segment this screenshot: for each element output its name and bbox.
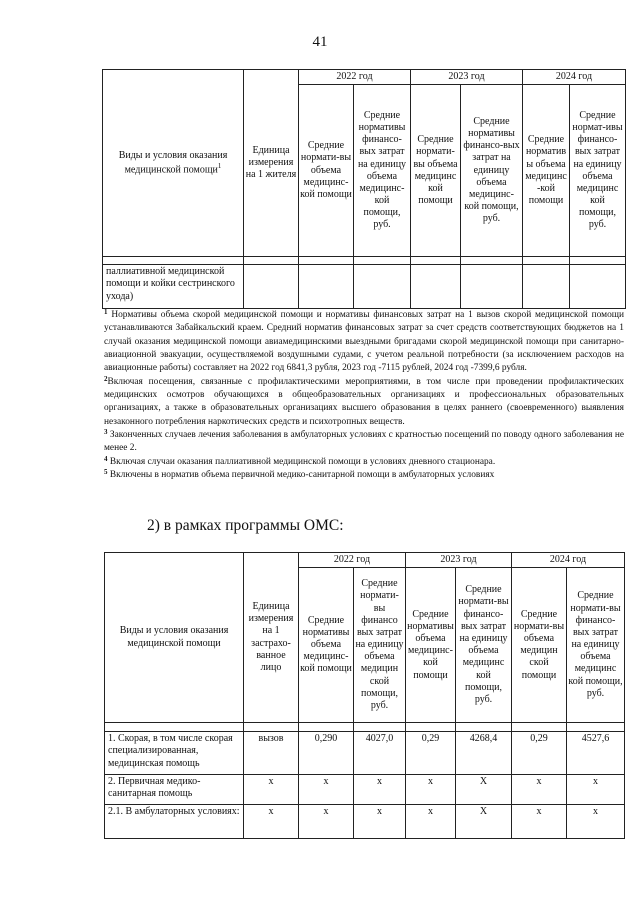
cell-volume-2022: х bbox=[299, 775, 354, 805]
table-oms-norms bbox=[104, 552, 625, 839]
row-name: 2.1. В амбулаторных условиях: bbox=[105, 805, 244, 839]
header-cost-2024: Средние нормат-ивы финансо-вых затрат на единицу объема медицинс кой помощи, руб. bbox=[570, 85, 626, 257]
cell-cost-2023: 4268,4 bbox=[456, 732, 512, 775]
table-budget-norms bbox=[102, 69, 626, 309]
row-name: паллиативной медицинской помощи и койки сестринского ухода) bbox=[103, 265, 244, 309]
table-row bbox=[105, 732, 625, 775]
header-volume-2022: Средние нормативы объема медицинс-кой помощи bbox=[299, 568, 354, 723]
cell-volume-2024: х bbox=[512, 775, 567, 805]
page-number: 41 bbox=[312, 34, 328, 50]
header-year-2024: 2024 год bbox=[512, 553, 625, 568]
cell-volume-2022: 0,290 bbox=[299, 732, 354, 775]
header-cost-2022: Средние нормати-вы финансо вых затрат на единицу объема медицин ской помощи, руб. bbox=[354, 568, 406, 723]
header-cost-2024: Средние нормати-вы финансо-вых затрат на единицу объема медицинс кой помощи, руб. bbox=[567, 568, 625, 723]
footnote: $^5$ Включены в норматив объема первичной медико-санитарной помощи в амбулаторных условиях bbox=[104, 468, 495, 481]
cell-cost-2024: х bbox=[567, 805, 625, 839]
cell-volume-2024: х bbox=[512, 805, 567, 839]
header-cost-2023: Средние нормативы финансо-вых затрат на единицу объема медицинс-кой помощи, руб. bbox=[461, 85, 523, 257]
header-year-2024: 2024 год bbox=[523, 70, 626, 85]
header-volume-2024: Средние нормативы объема медицинс-кой помощи bbox=[523, 85, 570, 257]
footnote: $^1$ Нормативы объема скорой медицинской помощи и нормативы финансовых затрат на 1 вызов скорой медицинской помощи устанавливаются Забайкальский краем. Средний норматив финансовых затрат за счет средств соответствующих бюджетов на 1 случай оказания медицинской помощи авиамедицинскими выездными бригадами скорой медицинской помощи при санитарно-авиационной эвакуации, осуществляемой воздушными судами, с учетом реальной потребности (за исключением расходов на авиационные работы) составляет на 2022 год 6841,3 рубля, 2023 год -7115 рублей, 2024 год -7399,6 рубля. bbox=[104, 308, 624, 374]
cell-volume-2023: х bbox=[406, 775, 456, 805]
footnote: $^3$ Законченных случаев лечения заболевания в амбулаторных условиях с кратностью посещений по поводу одного заболевания не менее 2. bbox=[104, 428, 624, 454]
table-row bbox=[103, 265, 626, 309]
cell-cost-2022: х bbox=[354, 775, 406, 805]
header-unit: Единица измерения на 1 застрахо-ванное лицо bbox=[244, 553, 299, 723]
cell-volume-2023: х bbox=[406, 805, 456, 839]
header-cost-2022: Средние нормативы финансо-вых затрат на единицу объема медицинс-кой помощи, руб. bbox=[354, 85, 411, 257]
cell-volume-2023: 0,29 bbox=[406, 732, 456, 775]
cell-cost-2023: Х bbox=[456, 805, 512, 839]
footnote: $^2$Включая посещения, связанные с профилактическими мероприятиями, в том числе при проведении профилактических медицинских осмотров обучающихся в общеобразовательных организациях и профессиональных образовательных организациях, а также в образовательных организациях высшего образования в целях раннего (своевременного) выявления незаконного потребления наркотических средств и психотропных веществ. bbox=[104, 374, 624, 427]
cell-cost-2024: 4527,6 bbox=[567, 732, 625, 775]
row-name: 1. Скорая, в том числе скорая специализированная, медицинская помощь bbox=[105, 732, 244, 775]
cell-cost-2022: х bbox=[354, 805, 406, 839]
footnotes bbox=[104, 309, 624, 482]
header-view: Виды и условия оказания медицинской помощи$^1$ bbox=[103, 70, 244, 257]
table-row bbox=[105, 775, 625, 805]
cell-volume-2024: 0,29 bbox=[512, 732, 567, 775]
header-volume-2022: Средние нормати-вы объема медицинс-кой помощи bbox=[299, 85, 354, 257]
cell-cost-2022: 4027,0 bbox=[354, 732, 406, 775]
header-volume-2024: Средние нормати-вы объема медицин ской помощи bbox=[512, 568, 567, 723]
row-unit: вызов bbox=[244, 732, 299, 775]
table-row bbox=[105, 805, 625, 839]
row-unit: х bbox=[244, 775, 299, 805]
header-year-2023: 2023 год bbox=[406, 553, 512, 568]
footnote: $^4$ Включая случаи оказания паллиативной медицинской помощи в условиях дневного стационара. bbox=[104, 454, 496, 467]
header-year-2023: 2023 год bbox=[411, 70, 523, 85]
row-name: 2. Первичная медико-санитарная помощь bbox=[105, 775, 244, 805]
row-unit: х bbox=[244, 805, 299, 839]
header-cost-2023: Средние нормати-вы финансо-вых затрат на единицу объема медицинс кой помощи, руб. bbox=[456, 568, 512, 723]
cell-volume-2022: х bbox=[299, 805, 354, 839]
cell-cost-2024: х bbox=[567, 775, 625, 805]
header-year-2022: 2022 год bbox=[299, 553, 406, 568]
header-unit: Единица измерения на 1 жителя bbox=[244, 70, 299, 257]
header-year-2022: 2022 год bbox=[299, 70, 411, 85]
cell-cost-2023: Х bbox=[456, 775, 512, 805]
header-volume-2023: Средние нормати-вы объема медицинс кой помощи bbox=[411, 85, 461, 257]
header-view: Виды и условия оказания медицинской помощи bbox=[105, 553, 244, 723]
header-volume-2023: Средние нормативы объема медицинс-кой помощи bbox=[406, 568, 456, 723]
section-subheading: 2) в рамках программы ОМС: bbox=[147, 517, 344, 534]
